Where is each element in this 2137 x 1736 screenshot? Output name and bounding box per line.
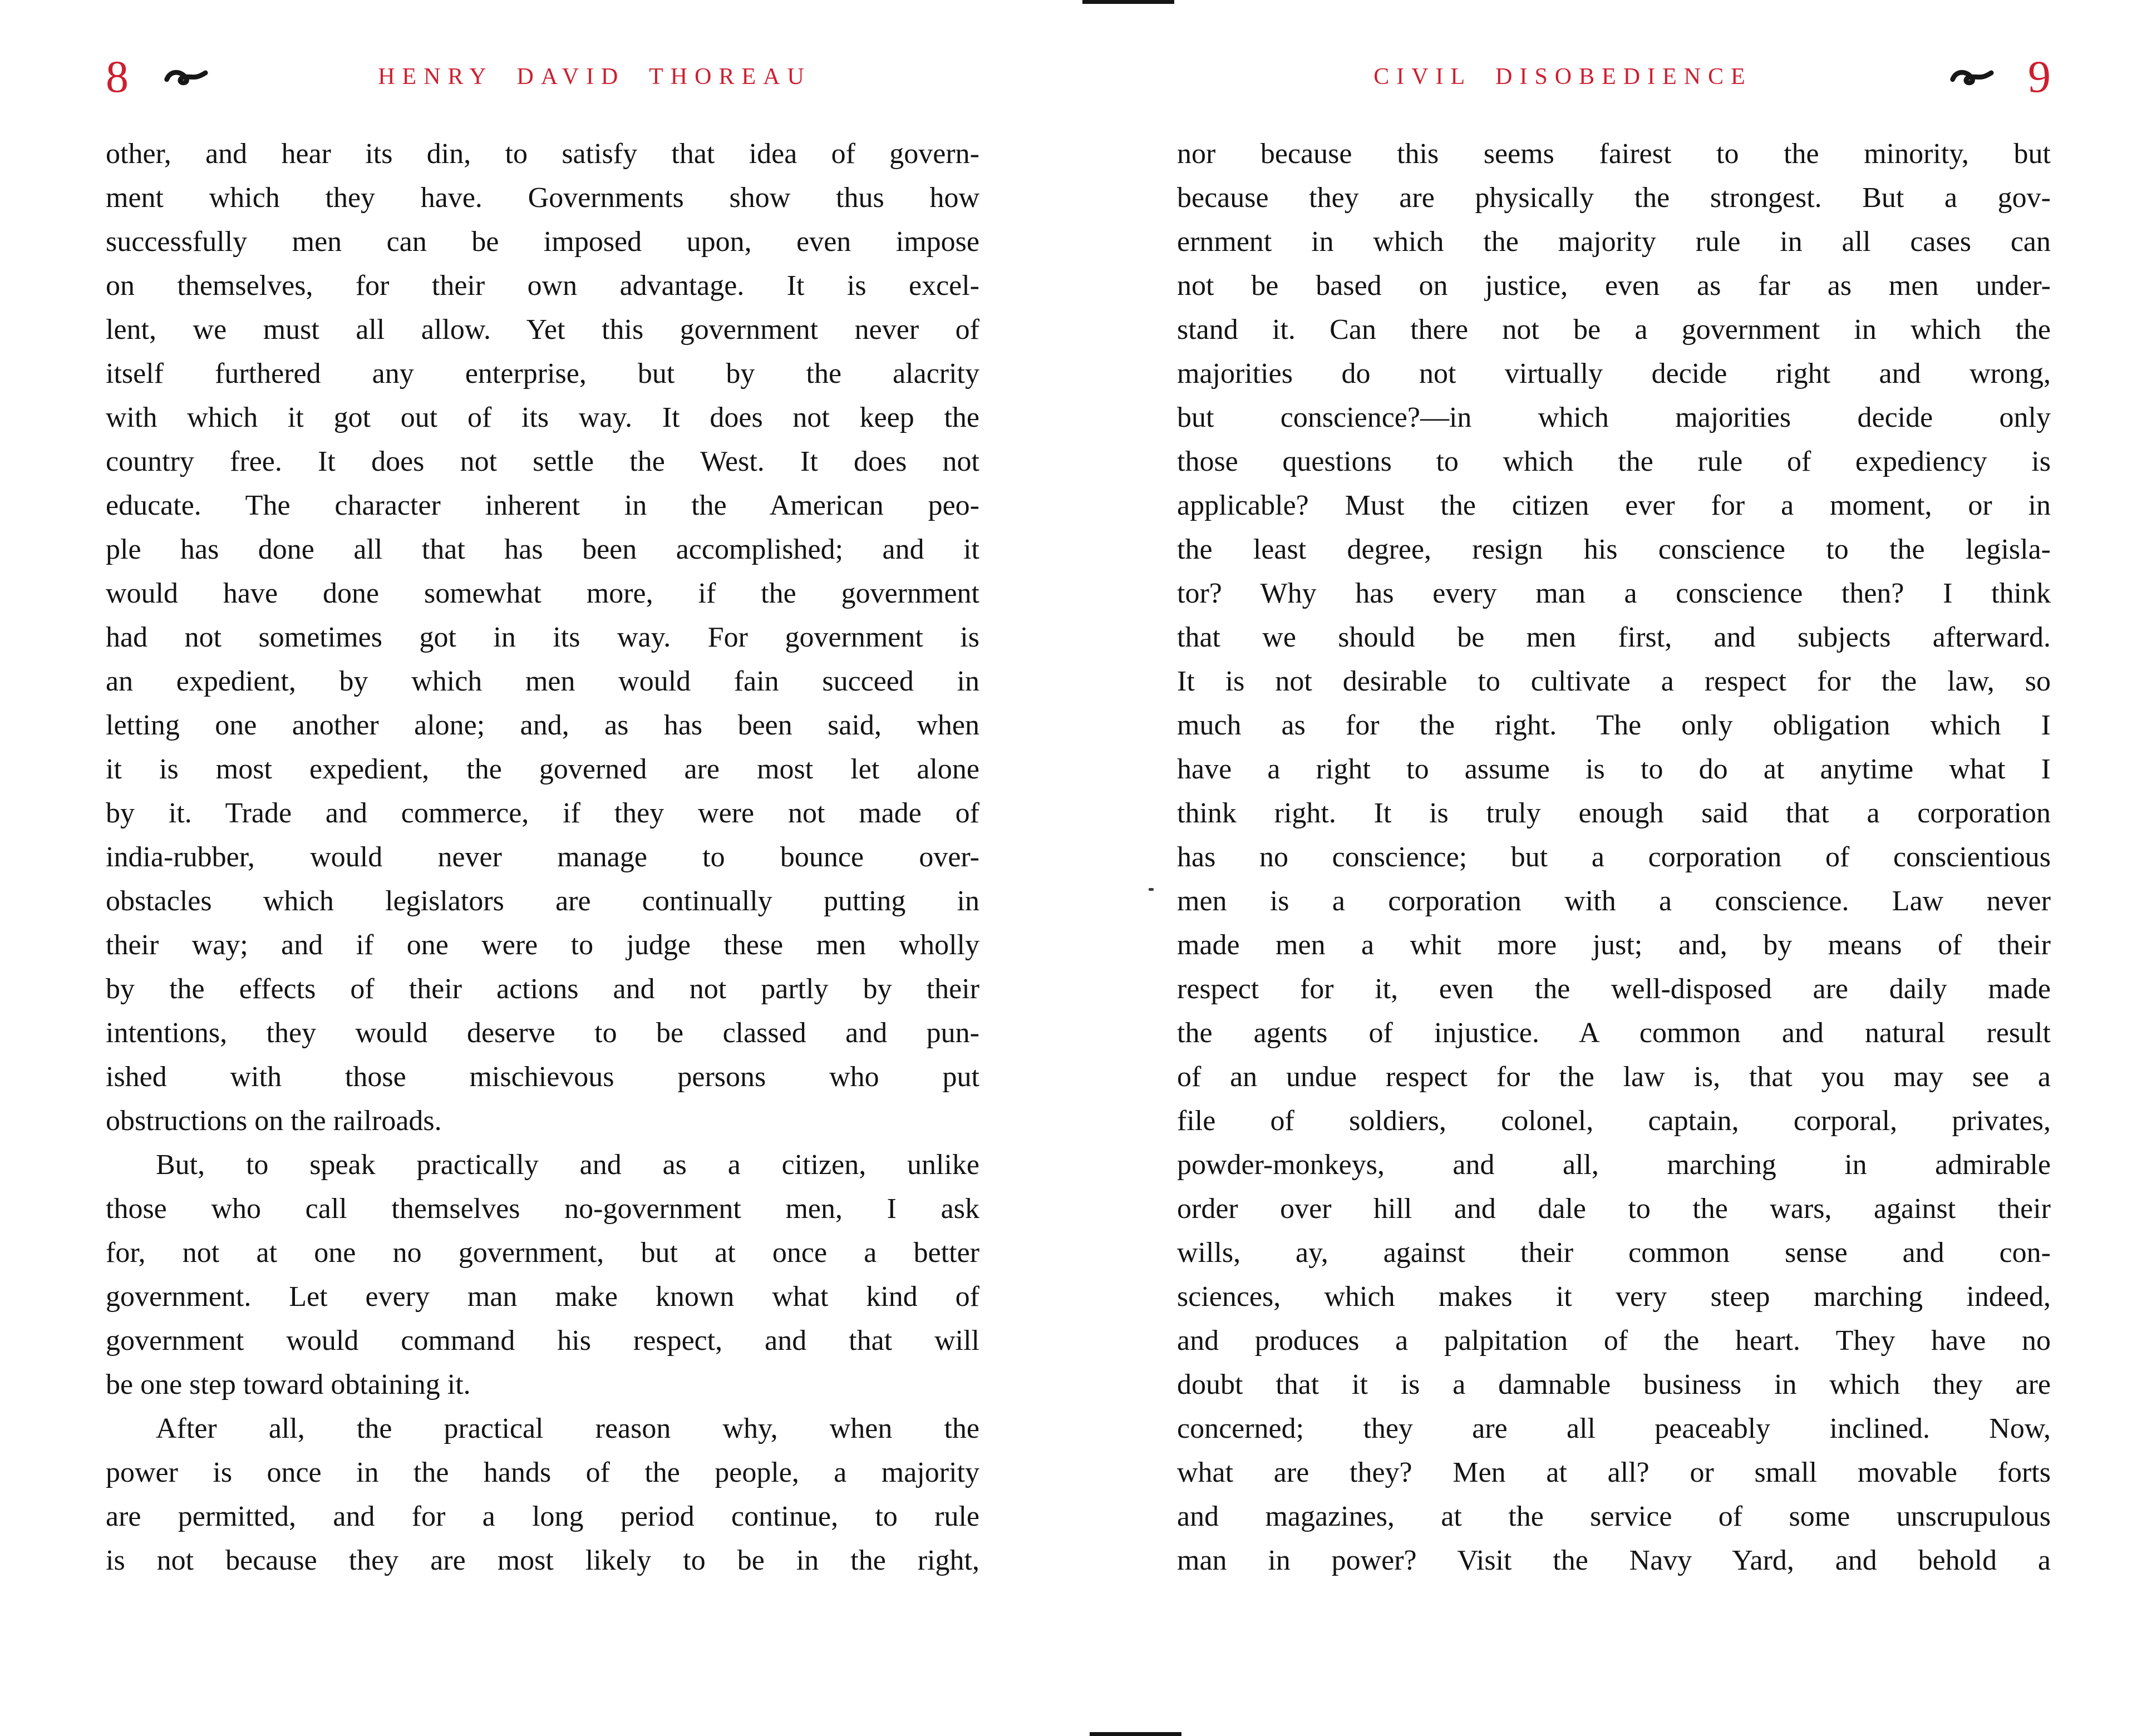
- text-line: powder-monkeys, and all, marching in admirable: [1177, 1149, 2051, 1181]
- text-line: After all, the practical reason why, when the: [156, 1413, 979, 1444]
- text-line: because they are physically the strongest. But a gov-: [1177, 182, 2051, 214]
- text-line: men is a corporation with a conscience. Law never: [1177, 885, 2051, 917]
- print-registration-mark-bottom: [1090, 1732, 1181, 1736]
- text-line: are permitted, and for a long period continue, to rule: [106, 1501, 979, 1532]
- text-line: applicable? Must the citizen ever for a moment, or in: [1177, 490, 2051, 521]
- text-line: ple has done all that has been accomplished; and it: [106, 534, 979, 565]
- text-line: doubt that it is a damnable business in which they are: [1177, 1369, 2051, 1400]
- print-registration-mark-top: [1082, 0, 1174, 4]
- text-line: government. Let every man make known what kind of: [106, 1281, 979, 1313]
- text-line: obstructions on the railroads.: [106, 1105, 442, 1137]
- text-line: educate. The character inherent in the American peo-: [106, 490, 979, 521]
- text-line: other, and hear its din, to satisfy that idea of govern-: [106, 138, 979, 170]
- left-page-header: [106, 50, 979, 103]
- text-line: intentions, they would deserve to be classed and pun-: [106, 1017, 979, 1049]
- text-line: for, not at one no government, but at once a better: [106, 1237, 979, 1269]
- right-running-head: CIVIL DISOBEDIENCE: [1373, 63, 1752, 90]
- right-page-number: 9: [2028, 51, 2051, 102]
- text-line: and magazines, at the service of some unscrupulous: [1177, 1501, 2051, 1532]
- text-line: letting one another alone; and, as has been said, when: [106, 709, 979, 741]
- text-line: government would command his respect, and that will: [106, 1325, 979, 1357]
- text-line: it is most expedient, the governed are most let alone: [106, 753, 979, 785]
- text-line: on themselves, for their own advantage. It is excel-: [106, 270, 979, 302]
- text-line: not be based on justice, even as far as men under-: [1177, 270, 2051, 302]
- text-line: the agents of injustice. A common and natural result: [1177, 1017, 2051, 1049]
- text-line: country free. It does not settle the West. It does not: [106, 446, 979, 477]
- text-line: lent, we must all allow. Yet this government never of: [106, 314, 979, 346]
- stray-ink-margin-mark: [1149, 888, 1154, 891]
- text-line: ished with those mischievous persons who put: [106, 1061, 979, 1093]
- text-line: power is once in the hands of the people, a majority: [106, 1457, 979, 1488]
- text-line: those who call themselves no-government men, I ask: [106, 1193, 979, 1225]
- text-line: think right. It is truly enough said that a corporation: [1177, 797, 2051, 829]
- left-running-head: HENRY DAVID THOREAU: [378, 63, 811, 90]
- text-line: successfully men can be imposed upon, even impose: [106, 226, 979, 258]
- text-line: is not because they are most likely to be in the right,: [106, 1545, 979, 1576]
- text-line: order over hill and dale to the wars, against their: [1177, 1193, 2051, 1225]
- text-line: man in power? Visit the Navy Yard, and behold a: [1177, 1545, 2051, 1576]
- text-line: nor because this seems fairest to the minority, but: [1177, 138, 2051, 170]
- text-line: an expedient, by which men would fain succeed in: [106, 665, 979, 697]
- text-line: what are they? Men at all? or small movable forts: [1177, 1457, 2051, 1488]
- text-line: stand it. Can there not be a government in which the: [1177, 314, 2051, 346]
- text-line: with which it got out of its way. It does not keep the: [106, 402, 979, 433]
- text-line: has no conscience; but a corporation of conscientious: [1177, 841, 2051, 873]
- ribbon-swash-ornament-icon: [1949, 66, 1996, 88]
- text-line: respect for it, even the well-disposed are daily made: [1177, 973, 2051, 1005]
- text-line: that we should be men first, and subjects afterward.: [1177, 622, 2051, 653]
- text-line: concerned; they are all peaceably inclined. Now,: [1177, 1413, 2051, 1444]
- text-line: of an undue respect for the law is, that you may see a: [1177, 1061, 2051, 1093]
- text-line: tor? Why has every man a conscience then? I think: [1177, 578, 2051, 609]
- text-line: majorities do not virtually decide right and wrong,: [1177, 358, 2051, 389]
- left-page-text-column: [106, 132, 979, 1582]
- text-line: by the effects of their actions and not partly by their: [106, 973, 979, 1005]
- text-line: their way; and if one were to judge these men wholly: [106, 929, 979, 961]
- right-page-header: [1177, 50, 2051, 103]
- text-line: much as for the right. The only obligation which I: [1177, 709, 2051, 741]
- text-line: those questions to which the rule of expediency is: [1177, 446, 2051, 477]
- text-line: made men a whit more just; and, by means of their: [1177, 929, 2051, 961]
- text-line: have a right to assume is to do at anytime what I: [1177, 753, 2051, 785]
- text-line: It is not desirable to cultivate a respect for the law, so: [1177, 665, 2051, 697]
- text-line: would have done somewhat more, if the government: [106, 578, 979, 609]
- text-line: file of soldiers, colonel, captain, corporal, privates,: [1177, 1105, 2051, 1137]
- text-line: the least degree, resign his conscience to the legisla-: [1177, 534, 2051, 565]
- ribbon-swash-ornament-icon: [163, 66, 210, 88]
- text-line: by it. Trade and commerce, if they were not made of: [106, 797, 979, 829]
- text-line: obstacles which legislators are continually putting in: [106, 885, 979, 917]
- left-page-number: 8: [106, 51, 129, 102]
- text-line: but conscience?—in which majorities decide only: [1177, 402, 2051, 433]
- text-line: india-rubber, would never manage to bounce over-: [106, 841, 979, 873]
- text-line: had not sometimes got in its way. For government is: [106, 622, 979, 653]
- text-line: and produces a palpitation of the heart. They have no: [1177, 1325, 2051, 1357]
- text-line: sciences, which makes it very steep marching indeed,: [1177, 1281, 2051, 1313]
- text-line: But, to speak practically and as a citizen, unlike: [156, 1149, 979, 1181]
- text-line: wills, ay, against their common sense and con-: [1177, 1237, 2051, 1269]
- text-line: itself furthered any enterprise, but by the alacrity: [106, 358, 979, 389]
- text-line: be one step toward obtaining it.: [106, 1369, 471, 1400]
- text-line: ernment in which the majority rule in all cases can: [1177, 226, 2051, 258]
- text-line: ment which they have. Governments show thus how: [106, 182, 979, 214]
- right-page-text-column: [1177, 132, 2051, 1582]
